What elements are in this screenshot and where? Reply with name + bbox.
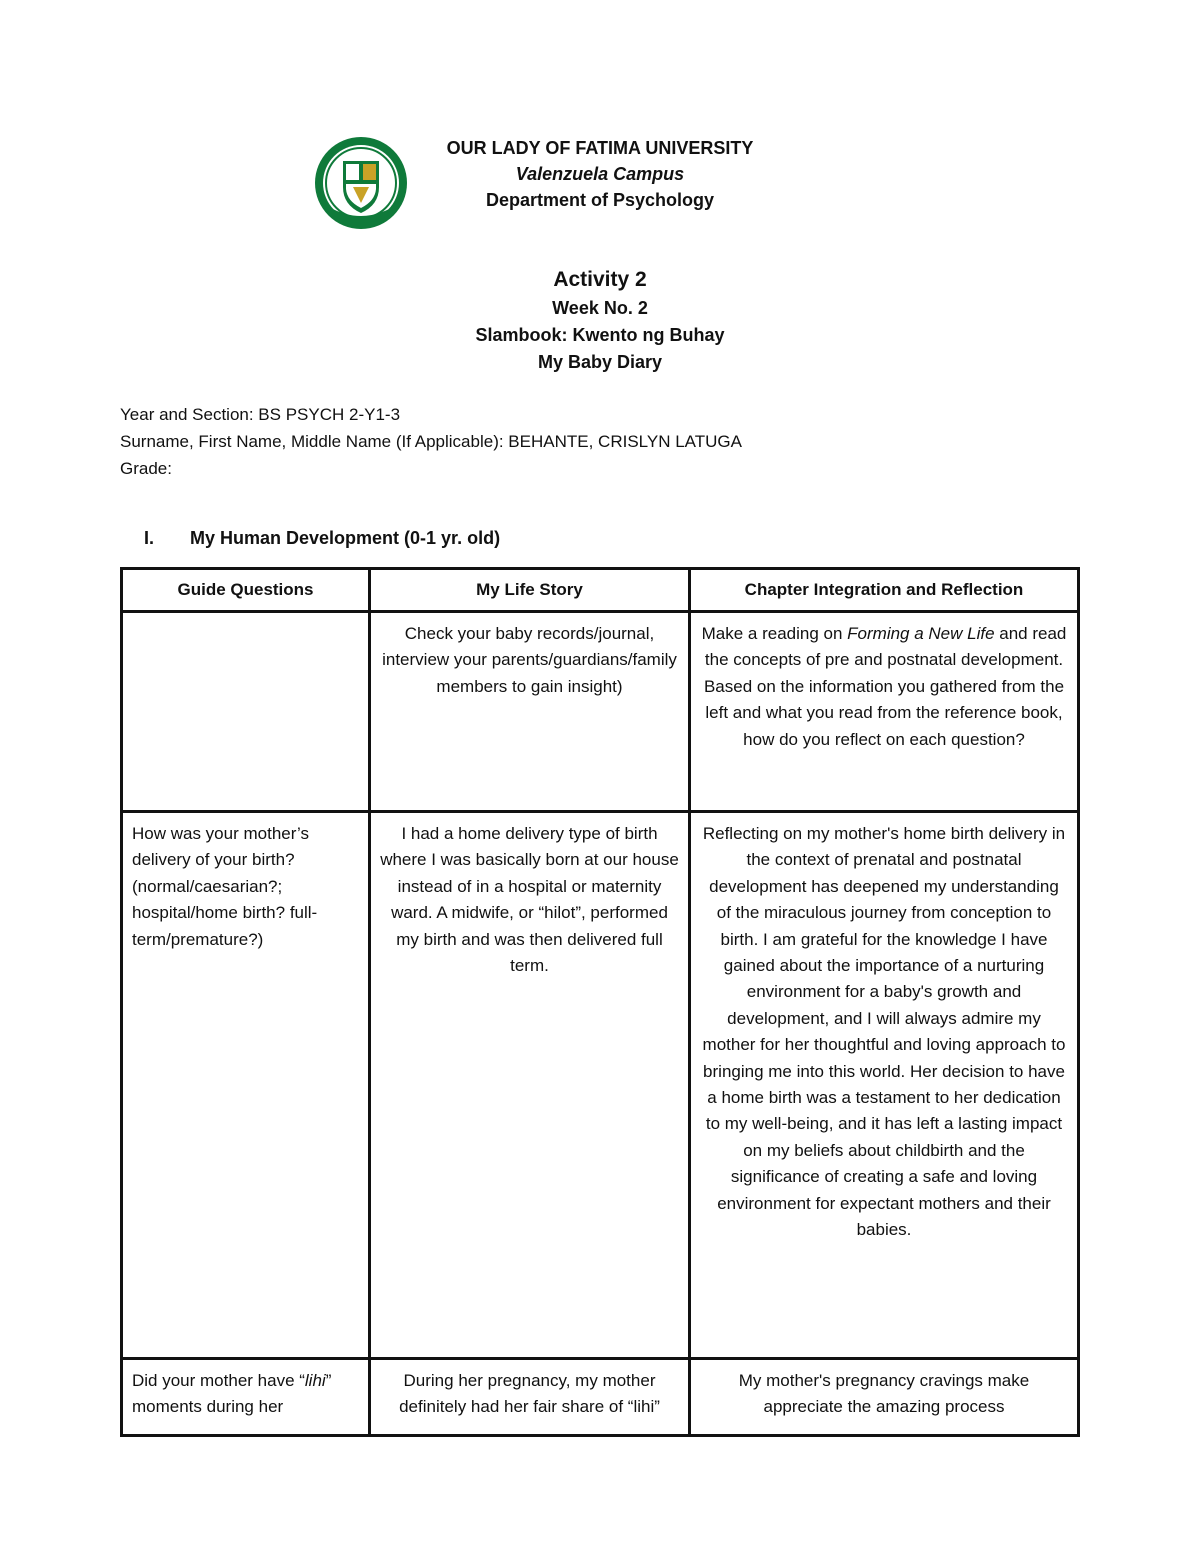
table-row xyxy=(122,812,1079,1359)
instruction-text: Based on the information you gathered from the left and what you read from the reference book, how do you reflect on each question? xyxy=(703,676,1065,749)
header-chapter-integration: Chapter Integration and Reflection xyxy=(690,569,1079,612)
student-name-line: Surname, First Name, Middle Name (If Applicable): BEHANTE, CRISLYN LATUGA xyxy=(120,432,742,451)
story-lihi: During her pregnancy, my mother definitely had her fair share of “lihi” xyxy=(370,1359,690,1436)
lihi-word: lihi xyxy=(304,1371,326,1390)
instruction-cell-reflection xyxy=(690,612,1079,812)
university-name: OUR LADY OF FATIMA UNIVERSITY xyxy=(446,138,754,158)
instruction-text: and read the concepts of pre and postnatal development. xyxy=(704,624,1067,670)
section-number: I. xyxy=(144,528,155,548)
story-delivery: I had a home delivery type of birth where I was basically born at our house instead of in a hospital or maternity ward. A midwife, or “hilot”, performed my birth and was then delivered full term. xyxy=(370,812,690,1359)
header-guide-questions: Guide Questions xyxy=(122,569,370,612)
table-row xyxy=(122,1359,1079,1436)
grade-line: Grade: xyxy=(120,459,172,478)
section-title: My Human Development (0-1 yr. old) xyxy=(190,528,501,548)
question-lihi xyxy=(122,1359,370,1436)
slambook-title: Slambook: Kwento ng Buhay xyxy=(475,325,725,345)
department-name: Department of Psychology xyxy=(485,190,715,210)
instruction-cell-story: Check your baby records/journal, interview your parents/guardians/family members to gain insight) xyxy=(370,612,690,812)
campus-name: Valenzuela Campus xyxy=(515,164,685,184)
year-section-line: Year and Section: BS PSYCH 2-Y1-3 xyxy=(120,405,401,424)
table-row xyxy=(122,612,1079,812)
development-table xyxy=(120,567,1080,1437)
question-text: ” moments during her xyxy=(132,1371,332,1417)
question-text: Did your mother have “ xyxy=(132,1371,305,1390)
table-header-row xyxy=(122,569,1079,612)
reflection-lihi: My mother's pregnancy cravings make appreciate the amazing process xyxy=(690,1359,1079,1436)
question-delivery: How was your mother’s delivery of your birth? (normal/caesarian?; hospital/home birth? full-term/premature?) xyxy=(122,812,370,1359)
activity-title: Activity 2 xyxy=(553,268,647,291)
instruction-cell-questions xyxy=(122,612,370,812)
reflection-delivery: Reflecting on my mother's home birth delivery in the context of prenatal and postnatal development has deepened my understanding of the miraculous journey from conception to birth. I am grateful for the knowledge I have gained about the importance of a nurturing environment for a baby's growth and development, and I will always admire my mother for her thoughtful and loving approach to bringing me into this world. Her decision to have a home birth was a testament to her dedication to my well-being, and it has left a lasting impact on my beliefs about childbirth and the significance of creating a safe and loving environment for expectant mothers and their babies. xyxy=(690,812,1079,1359)
reading-title: Forming a New Life xyxy=(847,624,995,643)
section-heading xyxy=(144,528,500,549)
instruction-text: Make a reading on xyxy=(701,624,848,643)
diary-title: My Baby Diary xyxy=(537,352,663,372)
header-my-life-story: My Life Story xyxy=(370,569,690,612)
week-number: Week No. 2 xyxy=(552,298,648,318)
